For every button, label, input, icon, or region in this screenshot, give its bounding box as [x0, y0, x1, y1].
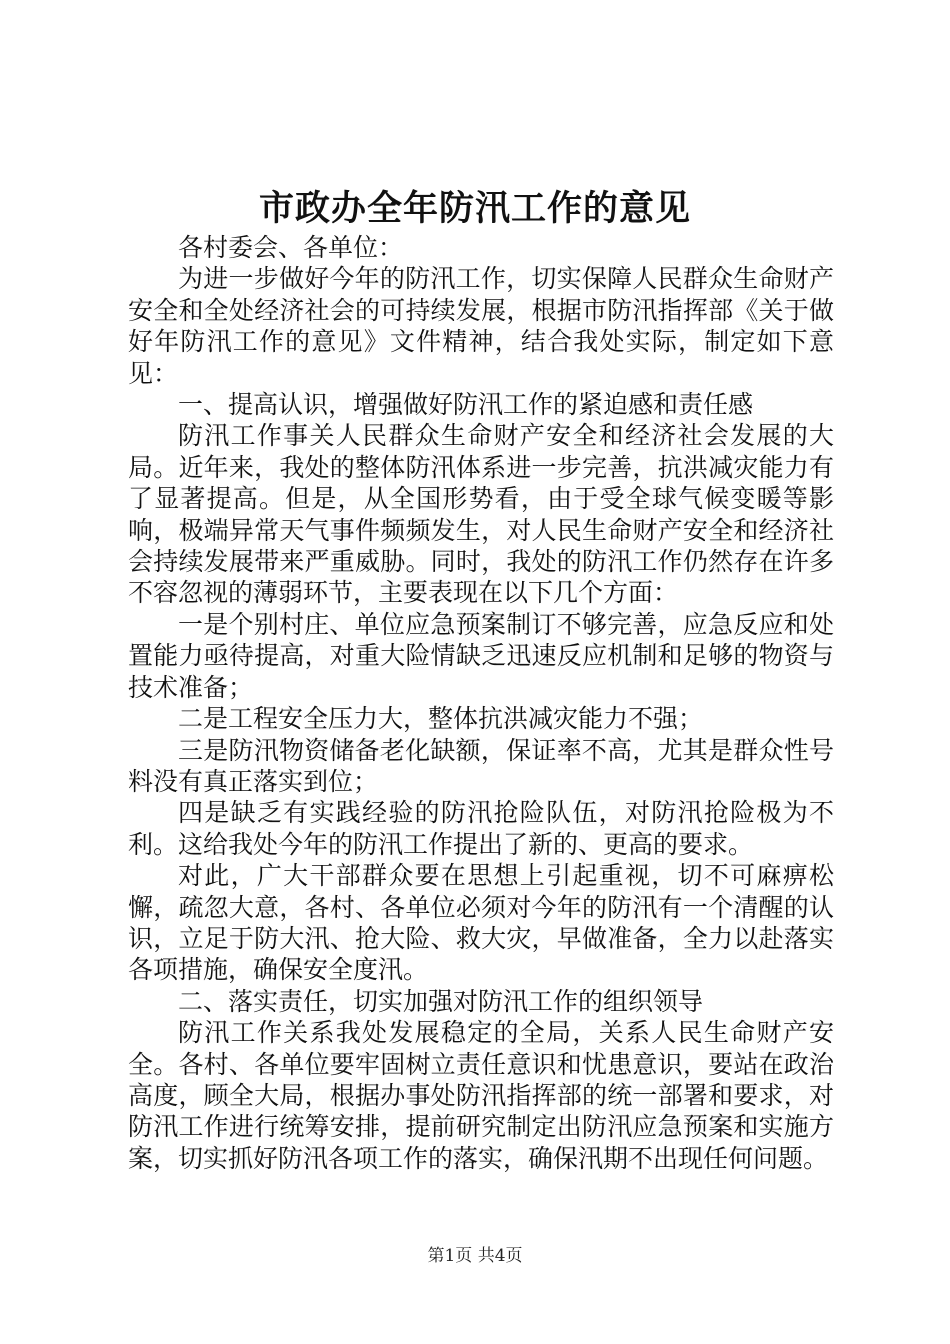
list-item-4: 四是缺乏有实践经验的防汛抢险队伍，对防汛抢险极为不利。这给我处今年的防汛工作提出了新的、更高的要求。 — [128, 798, 834, 859]
list-item-3: 三是防汛物资储备老化缺额，保证率不高，尤其是群众性号料没有真正落实到位； — [128, 735, 834, 796]
body-paragraph: 对此，广大干部群众要在思想上引起重视，切不可麻痹松懈，疏忽大意，各村、各单位必须对今年的防汛有一个清醒的认识，立足于防大汛、抢大险、救大灾，早做准备，全力以赴落实各项措施，确保安全度汛。 — [128, 861, 834, 985]
salutation-paragraph: 各村委会、各单位： — [178, 233, 404, 262]
list-item-1: 一是个别村庄、单位应急预案制订不够完善，应急反应和处置能力亟待提高，对重大险情缺乏迅速反应机制和足够的物资与技术准备； — [128, 609, 834, 702]
document-body — [128, 232, 834, 1174]
section-heading-1: 一、提高认识，增强做好防汛工作的紧迫感和责任感 — [178, 390, 754, 420]
body-paragraph: 防汛工作事关人民群众生命财产安全和经济社会发展的大局。近年来，我处的整体防汛体系进一步完善，抗洪减灾能力有了显著提高。但是，从全国形势看，由于受全球气候变暖等影响，极端异常天气事件频频发生，对人民生命财产安全和经济社会持续发展带来严重威胁。同时，我处的防汛工作仍然存在许多不容忽视的薄弱环节，主要表现在以下几个方面： — [128, 421, 834, 608]
body-paragraph: 防汛工作关系我处发展稳定的全局，关系人民生命财产安全。各村、各单位要牢固树立责任意识和忧患意识，要站在政治高度，顾全大局，根据办事处防汛指挥部的统一部署和要求，对防汛工作进行统筹安排，提前研究制定出防汛应急预案和实施方案，切实抓好防汛各项工作的落实，确保汛期不出现任何问题。 — [128, 1018, 834, 1173]
section-heading-2: 二、落实责任，切实加强对防汛工作的组织领导 — [178, 986, 704, 1016]
document-title: 市政办全年防汛工作的意见 — [258, 188, 691, 229]
list-item-2: 二是工程安全压力大，整体抗洪减灾能力不强； — [178, 704, 704, 734]
intro-paragraph: 为进一步做好今年的防汛工作，切实保障人民群众生命财产安全和全处经济社会的可持续发展，根据市防汛指挥部《关于做好年防汛工作的意见》文件精神，结合我处实际，制定如下意见： — [128, 264, 834, 388]
page-number-footer: 第1页 共4页 — [427, 1246, 523, 1266]
